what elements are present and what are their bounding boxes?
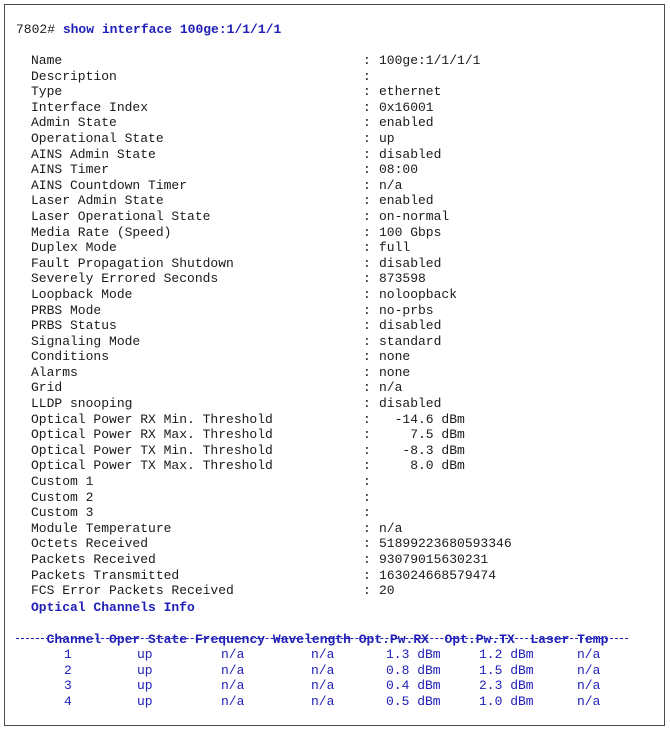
channel-wavelength: n/a (311, 678, 335, 694)
property-separator: : (363, 411, 371, 427)
property-separator: : (363, 240, 371, 256)
header-opt-pw-rx: Opt.Pw.RX (358, 631, 429, 647)
property-separator: : (363, 489, 371, 505)
property-value: enabled (379, 193, 434, 209)
property-value: 51899223680593346 (379, 536, 512, 552)
channel-wavelength: n/a (311, 647, 335, 662)
property-separator: : (363, 224, 371, 240)
property-separator: : (363, 349, 371, 365)
channel-rx-power: 0.5 dBm (386, 693, 441, 709)
property-label: Custom 2 (31, 489, 94, 505)
channel-frequency: n/a (221, 662, 245, 678)
channel-state: up (137, 693, 153, 709)
property-separator: : (363, 115, 371, 131)
property-value: -14.6 dBm (379, 411, 465, 427)
property-value: noloopback (379, 286, 458, 302)
property-separator: : (363, 193, 371, 209)
property-label: Octets Received (31, 536, 149, 552)
property-separator: : (363, 364, 371, 380)
header-channel: Channel (46, 631, 102, 647)
property-value: none (379, 364, 411, 380)
property-value: n/a (379, 520, 403, 536)
property-value: disabled (379, 146, 442, 162)
property-value: ethernet (379, 84, 442, 100)
property-value: n/a (379, 177, 403, 193)
property-label: AINS Countdown Timer (31, 177, 188, 193)
header-wavelength: Wavelength (272, 631, 351, 647)
optical-table-header (31, 616, 608, 647)
channel-tx-power: 1.5 dBm (479, 662, 534, 678)
property-label: Description (31, 68, 117, 84)
property-value: 8.0 dBm (379, 458, 465, 474)
property-value: no-prbs (379, 302, 434, 318)
property-separator: : (363, 271, 371, 287)
command-text: show interface 100ge:1/1/1/1 (62, 22, 282, 37)
property-separator: : (363, 442, 371, 458)
property-separator: : (363, 177, 371, 193)
property-value: up (379, 130, 395, 146)
property-value: disabled (379, 318, 442, 334)
property-label: PRBS Status (31, 318, 117, 334)
property-separator: : (363, 286, 371, 302)
property-separator: : (363, 536, 371, 552)
property-separator: : (363, 53, 371, 68)
command-line (16, 22, 281, 38)
property-label: Optical Power TX Max. Threshold (31, 458, 273, 474)
header-oper-state: Oper State (109, 631, 188, 647)
channel-tx-power: 1.2 dBm (479, 647, 534, 662)
property-separator: : (363, 396, 371, 412)
channel-laser-temp: n/a (577, 678, 601, 694)
channel-state: up (137, 678, 153, 694)
channel-tx-power: 2.3 dBm (479, 678, 534, 694)
property-label: Custom 3 (31, 505, 94, 521)
property-label: Laser Admin State (31, 193, 164, 209)
property-separator: : (363, 552, 371, 567)
property-label: Signaling Mode (31, 333, 141, 349)
property-label: Severely Errored Seconds (31, 271, 219, 287)
property-value: 873598 (379, 271, 426, 287)
header-opt-pw-tx: Opt.Pw.TX (444, 631, 515, 647)
property-label: Laser Operational State (31, 208, 211, 224)
property-separator: : (363, 380, 371, 396)
property-separator: : (363, 68, 371, 84)
property-label: Conditions (31, 349, 110, 365)
property-label: Optical Power TX Min. Threshold (31, 442, 273, 458)
property-value: 08:00 (379, 162, 419, 178)
channel-number: 1 (64, 647, 72, 662)
header-frequency: Frequency (194, 631, 266, 647)
property-label: AINS Timer (31, 162, 110, 178)
property-label: Optical Power RX Max. Threshold (31, 427, 273, 443)
channel-tx-power: 1.0 dBm (479, 693, 534, 709)
property-separator: : (363, 427, 371, 443)
property-label: AINS Admin State (31, 146, 156, 162)
property-label: Alarms (31, 364, 78, 380)
channel-number: 3 (64, 678, 72, 694)
property-value: standard (379, 333, 442, 349)
property-value: on-normal (379, 208, 450, 224)
header-laser-temp: Laser Temp (530, 631, 609, 647)
property-separator: : (363, 130, 371, 146)
property-value: 7.5 dBm (379, 427, 465, 443)
prompt-host: 7802# (16, 22, 56, 37)
property-separator: : (363, 583, 371, 599)
property-separator: : (363, 520, 371, 536)
property-separator: : (363, 505, 371, 521)
property-separator: : (363, 208, 371, 224)
property-separator: : (363, 302, 371, 318)
channel-number: 2 (64, 662, 72, 678)
channel-laser-temp: n/a (577, 693, 601, 709)
property-label: Type (31, 84, 63, 100)
property-value: -8.3 dBm (379, 442, 465, 458)
property-label: Fault Propagation Shutdown (31, 255, 234, 271)
property-label: Module Temperature (31, 520, 172, 536)
property-separator: : (363, 255, 371, 271)
channel-frequency: n/a (221, 647, 245, 662)
property-separator: : (363, 84, 371, 100)
property-label: Interface Index (31, 99, 149, 115)
property-label: Admin State (31, 115, 117, 131)
channel-rx-power: 0.4 dBm (386, 678, 441, 694)
property-separator: : (363, 474, 371, 490)
property-label: Operational State (31, 130, 164, 146)
property-value: 0x16001 (379, 99, 434, 115)
table-divider (16, 638, 628, 639)
channel-laser-temp: n/a (577, 647, 601, 662)
property-value: 163024668579474 (379, 567, 497, 583)
optical-section-title: Optical Channels Info (31, 600, 195, 615)
property-separator: : (363, 567, 371, 583)
property-label: Name (31, 53, 63, 68)
channel-number: 4 (64, 693, 72, 709)
channel-state: up (137, 647, 153, 662)
channel-rx-power: 1.3 dBm (386, 647, 441, 662)
channel-frequency: n/a (221, 693, 245, 709)
property-label: Packets Received (31, 552, 156, 567)
property-label: Loopback Mode (31, 286, 133, 302)
property-label: FCS Error Packets Received (31, 583, 234, 599)
property-separator: : (363, 146, 371, 162)
channel-frequency: n/a (221, 678, 245, 694)
property-separator: : (363, 99, 371, 115)
property-label: Grid (31, 380, 63, 396)
property-value: enabled (379, 115, 434, 131)
property-label: Custom 1 (31, 474, 94, 490)
property-separator: : (363, 458, 371, 474)
property-value: disabled (379, 396, 442, 412)
property-label: Duplex Mode (31, 240, 117, 256)
property-label: Packets Transmitted (31, 567, 180, 583)
channel-rx-power: 0.8 dBm (386, 662, 441, 678)
property-label: Media Rate (Speed) (31, 224, 172, 240)
property-label: Optical Power RX Min. Threshold (31, 411, 273, 427)
property-separator: : (363, 333, 371, 349)
property-value: 100 Gbps (379, 224, 442, 240)
property-value: 20 (379, 583, 395, 599)
property-label: LLDP snooping (31, 396, 133, 412)
property-value: n/a (379, 380, 403, 396)
channel-state: up (137, 662, 153, 678)
property-value: 93079015630231 (379, 552, 489, 567)
property-separator: : (363, 162, 371, 178)
property-label: PRBS Mode (31, 302, 102, 318)
channel-laser-temp: n/a (577, 662, 601, 678)
property-separator: : (363, 318, 371, 334)
property-value: 100ge:1/1/1/1 (379, 53, 481, 68)
property-value: full (379, 240, 411, 256)
property-value: disabled (379, 255, 442, 271)
channel-wavelength: n/a (311, 662, 335, 678)
property-value: none (379, 349, 411, 365)
channel-wavelength: n/a (311, 693, 335, 709)
